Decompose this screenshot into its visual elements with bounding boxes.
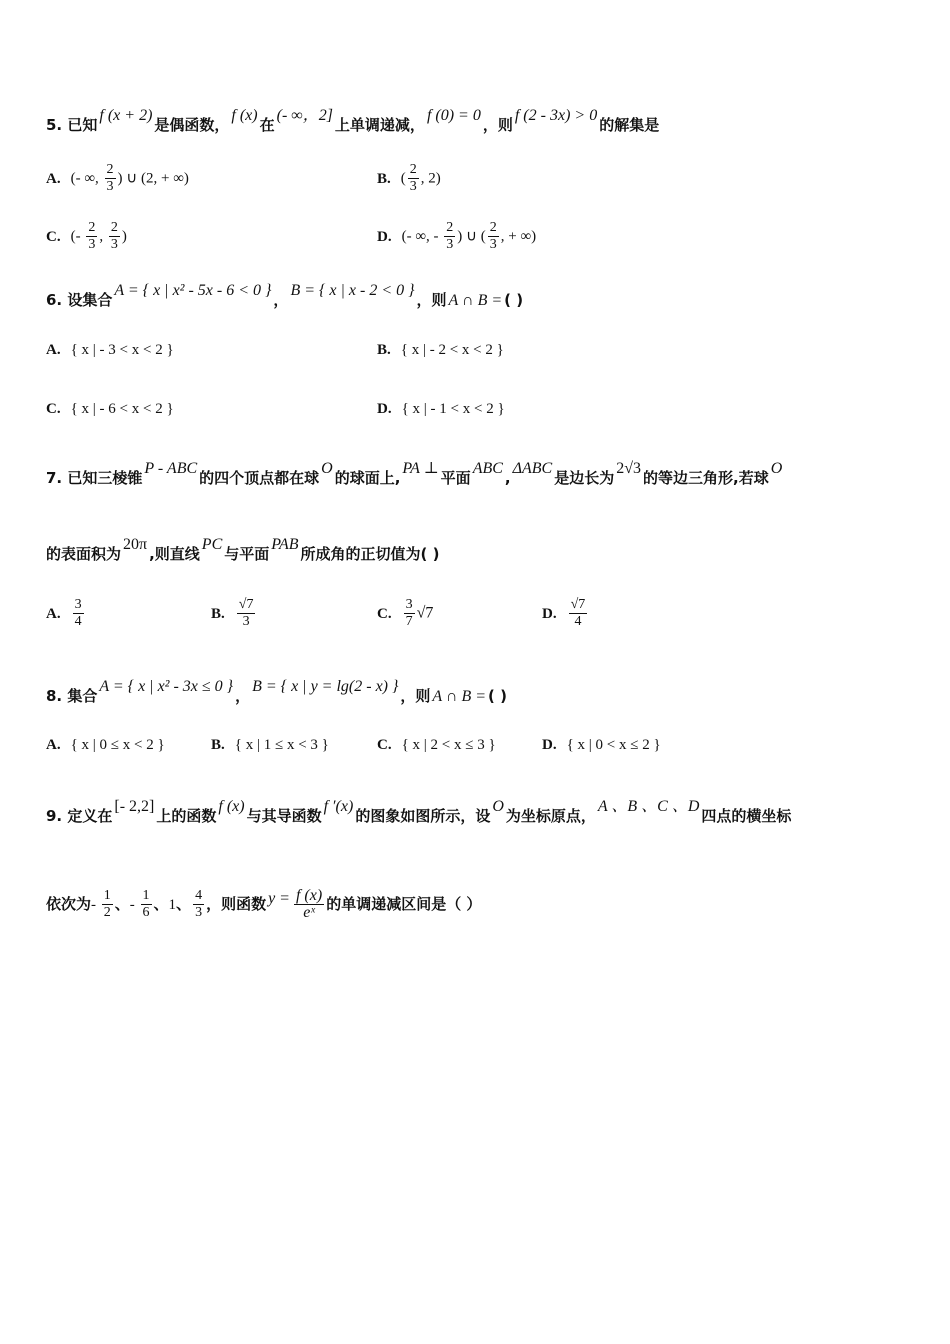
fraction: $\frac{2}{3}$ [106,162,114,194]
q6-option-a: A. { x | - 3 < x < 2 } [46,342,174,358]
q6-option-c: C. { x | - 6 < x < 2 } [46,401,174,417]
q7-option-a: A. $\frac{3}{4}$ [46,597,82,629]
q5-option-b: B. ( $\frac{2}{3}$ , 2) [377,162,441,194]
q6-option-d: D. { x | - 1 < x < 2 } [377,401,505,417]
fraction: $\frac{4}{3}$ [195,888,203,920]
q8-option-b: B. { x | 1 ≤ x < 3 } [211,737,329,753]
q5-math: f (x + 2) [99,107,153,124]
fraction: $\frac{√7}{3}$ [238,597,254,629]
q8-option-c: C. { x | 2 < x ≤ 3 } [377,737,496,753]
q5-number: 5. [46,116,63,134]
question-9: 9. 定义在[- 2,2]上的函数f (x)与其导函数f ′(x)的图象如图所示，设O为坐标原点，A 、B 、C 、D四点的横坐标 [46,798,792,825]
q7-option-d: D. $\frac{√7}{4}$ [542,597,586,629]
q7-option-b: B. $\frac{√7}{3}$ [211,597,254,629]
fraction: $\frac{2}{3}$ [409,162,417,194]
q5-text: 已知 [67,116,98,134]
question-5: 5. 已知f (x + 2)是偶函数，f (x)在(- ∞，2]上单调递减，f (0) = 0，则f (2 - 3x) > 0的解集是 [46,107,660,134]
fraction: $\frac{f (x)}{\text{eˣ}}$ [295,887,323,921]
q9-number: 9. [46,807,63,825]
question-8: 8. 集合A = { x | x² - 3x ≤ 0 }，B = { x | y = lg(2 - x) }，则 A ∩ B = ( ) [46,678,507,705]
fraction: $\frac{2}{3}$ [88,220,96,252]
q5-option-d: D. (- ∞, - $\frac{2}{3}$ ) ∪ ( $\frac{2}{3}$ , + ∞) [377,220,537,252]
q6-number: 6. [46,291,63,309]
q7-number: 7. [46,469,63,487]
q8-number: 8. [46,687,63,705]
q8-option-d: D. { x | 0 < x ≤ 2 } [542,737,661,753]
q6-option-b: B. { x | - 2 < x < 2 } [377,342,504,358]
q7-option-c: C. $\frac{3}{7}$ √7 [377,597,434,629]
fraction: $\frac{1}{2}$ [103,888,111,920]
fraction: $\frac{2}{3}$ [489,220,497,252]
q8-option-a: A. { x | 0 ≤ x < 2 } [46,737,165,753]
fraction: $\frac{√7}{4}$ [570,597,586,629]
question-6: 6. 设集合A = { x | x² - 5x - 6 < 0 }，B = { x | x - 2 < 0 }，则 A ∩ B = ( ) [46,282,524,309]
q5-option-c: C. (- $\frac{2}{3}$ , $\frac{2}{3}$ ) [46,220,127,252]
question-7-line2: 的表面积为20π,则直线PC与平面PAB所成角的正切值为( ) [46,536,440,563]
q5-option-a: A. (- ∞, $\frac{2}{3}$ ) ∪ (2, + ∞) [46,162,189,194]
fraction: $\frac{1}{6}$ [142,888,150,920]
fraction: $\frac{3}{4}$ [74,597,82,629]
fraction: $\frac{3}{7}$ [405,597,413,629]
question-9-line2: 依次为- $\frac{1}{2}$ 、- $\frac{1}{6}$ 、1、 $\frac{4}{3}$ ，则函数 y = $\frac{f (x)}{\text{eˣ}}$ 的单调递减区间是（ ） [46,887,482,921]
question-7: 7. 已知三棱锥P - ABC的四个顶点都在球O的球面上,PA ⊥平面ABC,ΔABC是边长为2√3的等边三角形,若球O [46,460,783,487]
fraction: $\frac{2}{3}$ [446,220,454,252]
fraction: $\frac{2}{3}$ [110,220,118,252]
